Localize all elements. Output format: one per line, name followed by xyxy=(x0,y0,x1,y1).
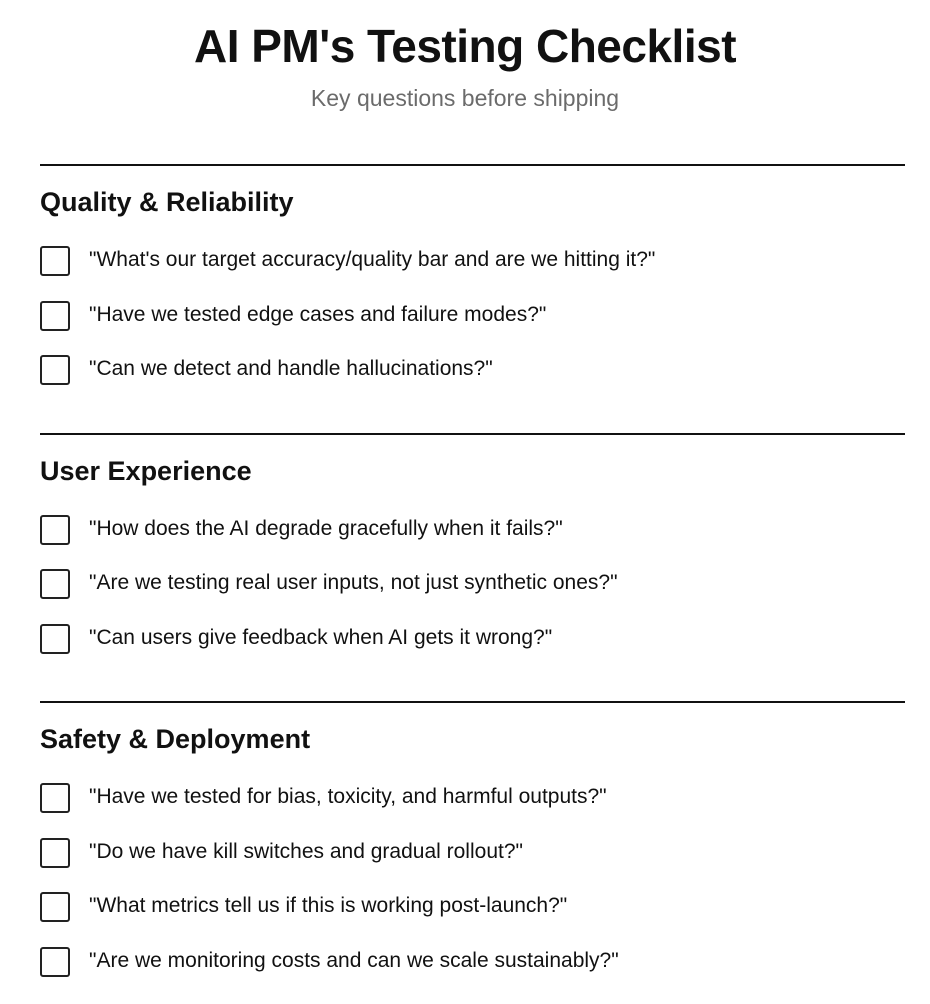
checklist-item[interactable] xyxy=(40,569,905,599)
section-title: User Experience xyxy=(40,456,252,486)
checkbox[interactable] xyxy=(40,569,70,599)
checkbox[interactable] xyxy=(40,783,70,813)
checklist-item-label: "Are we testing real user inputs, not just synthetic ones?" xyxy=(89,571,618,594)
checklist-item[interactable] xyxy=(40,515,905,545)
page-title: AI PM's Testing Checklist xyxy=(193,20,737,72)
checklist-item-label: "What's our target accuracy/quality bar and are we hitting it?" xyxy=(89,248,656,271)
page-subtitle: Key questions before shipping xyxy=(310,85,620,111)
checkbox[interactable] xyxy=(40,246,70,276)
checklist-item-label: "Do we have kill switches and gradual rollout?" xyxy=(89,840,523,863)
checklist-item-label: "Are we monitoring costs and can we scale sustainably?" xyxy=(89,949,619,972)
checkbox[interactable] xyxy=(40,301,70,331)
checklist-item-label: "Have we tested for bias, toxicity, and harmful outputs?" xyxy=(89,785,607,808)
checklist-item[interactable] xyxy=(40,355,905,385)
checklist-item[interactable] xyxy=(40,838,905,868)
checkbox[interactable] xyxy=(40,892,70,922)
checkbox[interactable] xyxy=(40,838,70,868)
checklist-item[interactable] xyxy=(40,624,905,654)
checklist-item[interactable] xyxy=(40,301,905,331)
checkbox[interactable] xyxy=(40,515,70,545)
checklist-item[interactable] xyxy=(40,783,905,813)
checklist-item-label: "What metrics tell us if this is working post-launch?" xyxy=(89,894,568,917)
checklist-item-label: "Can we detect and handle hallucinations?" xyxy=(89,357,493,380)
checklist-item-label: "Can users give feedback when AI gets it wrong?" xyxy=(89,626,553,649)
checklist-item-label: "How does the AI degrade gracefully when it fails?" xyxy=(89,517,563,540)
checkbox[interactable] xyxy=(40,947,70,977)
checkbox[interactable] xyxy=(40,624,70,654)
section-divider xyxy=(40,433,905,435)
section-title: Safety & Deployment xyxy=(40,724,311,754)
section-divider xyxy=(40,701,905,703)
checklist-item[interactable] xyxy=(40,947,905,977)
checklist-item-label: "Have we tested edge cases and failure modes?" xyxy=(89,303,547,326)
section-title: Quality & Reliability xyxy=(40,187,294,217)
checkbox[interactable] xyxy=(40,355,70,385)
checklist-item[interactable] xyxy=(40,892,905,922)
checklist-item[interactable] xyxy=(40,246,905,276)
section-divider xyxy=(40,164,905,166)
